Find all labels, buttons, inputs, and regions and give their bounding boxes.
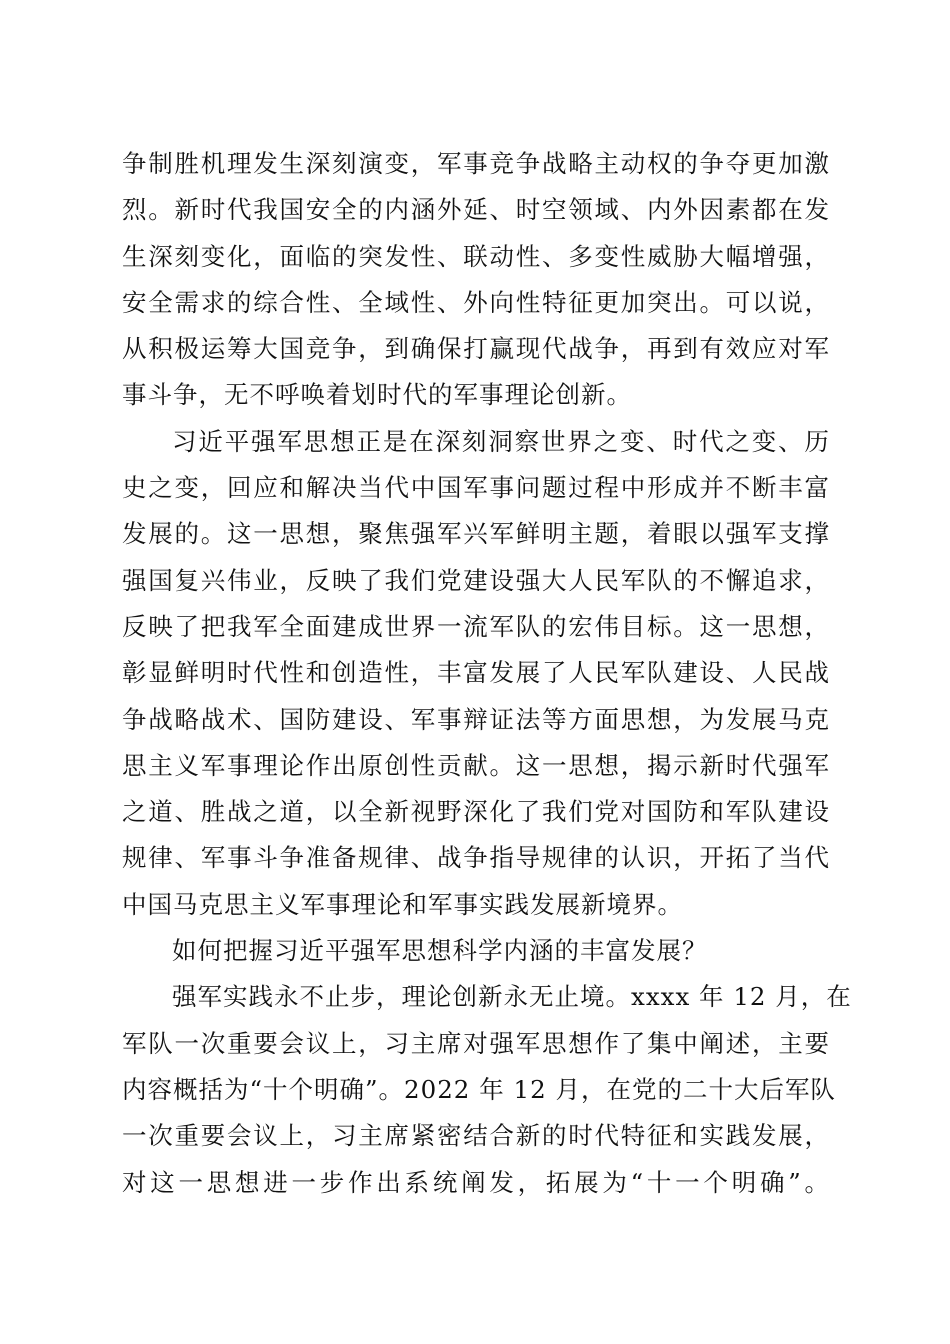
text-line: 规律、军事斗争准备规律、战争指导规律的认识，开拓了当代 <box>122 843 830 873</box>
text-line: 安全需求的综合性、全域性、外向性特征更加突出。可以说， <box>122 287 830 317</box>
body-text <box>122 141 852 1206</box>
text-line: 争战略战术、国防建设、军事辩证法等方面思想，为发展马克 <box>122 704 830 734</box>
text-line: 强军实践永不止步，理论创新永无止境。xxxx 年 12 月，在 <box>172 982 852 1012</box>
text-line: 反映了把我军全面建成世界一流军队的宏伟目标。这一思想， <box>122 611 830 641</box>
text-line: 军队一次重要会议上，习主席对强军思想作了集中阐述，主要 <box>122 1028 830 1058</box>
text-line: 从积极运筹大国竞争，到确保打赢现代战争，再到有效应对军 <box>122 334 830 364</box>
text-line: 强国复兴伟业，反映了我们党建设强大人民军队的不懈追求， <box>122 565 830 595</box>
text-line: 中国马克思主义军事理论和军事实践发展新境界。 <box>122 889 683 919</box>
paragraph-3-question <box>122 928 830 974</box>
text-line: 思主义军事理论作出原创性贡献。这一思想，揭示新时代强军 <box>122 750 830 780</box>
text-line: 内容概括为“十个明确”。2022 年 12 月，在党的二十大后军队 <box>122 1074 836 1104</box>
text-line: 烈。新时代我国安全的内涵外延、时空领域、内外因素都在发 <box>122 195 830 225</box>
text-line: 之道、胜战之道，以全新视野深化了我们党对国防和军队建设 <box>122 797 830 827</box>
text-line: 如何把握习近平强军思想科学内涵的丰富发展？ <box>172 936 708 966</box>
text-line: 生深刻变化，面临的突发性、联动性、多变性威胁大幅增强， <box>122 241 830 271</box>
paragraph-1 <box>122 141 830 419</box>
text-line: 史之变，回应和解决当代中国军事问题过程中形成并不断丰富 <box>122 473 830 503</box>
text-line: 彰显鲜明时代性和创造性，丰富发展了人民军队建设、人民战 <box>122 658 830 688</box>
text-line: 对这一思想进一步作出系统阐发，拓展为“十一个明确”。 <box>122 1167 830 1197</box>
text-line: 事斗争，无不呼唤着划时代的军事理论创新。 <box>122 380 632 410</box>
text-line: 争制胜机理发生深刻演变，军事竞争战略主动权的争夺更加激 <box>122 149 830 178</box>
paragraph-4 <box>122 974 852 1205</box>
text-line: 发展的。这一思想，聚焦强军兴军鲜明主题，着眼以强军支撑 <box>122 519 830 549</box>
paragraph-2 <box>122 419 830 928</box>
text-line: 一次重要会议上，习主席紧密结合新的时代特征和实践发展， <box>122 1121 830 1151</box>
text-line: 习近平强军思想正是在深刻洞察世界之变、时代之变、历 <box>172 426 830 456</box>
